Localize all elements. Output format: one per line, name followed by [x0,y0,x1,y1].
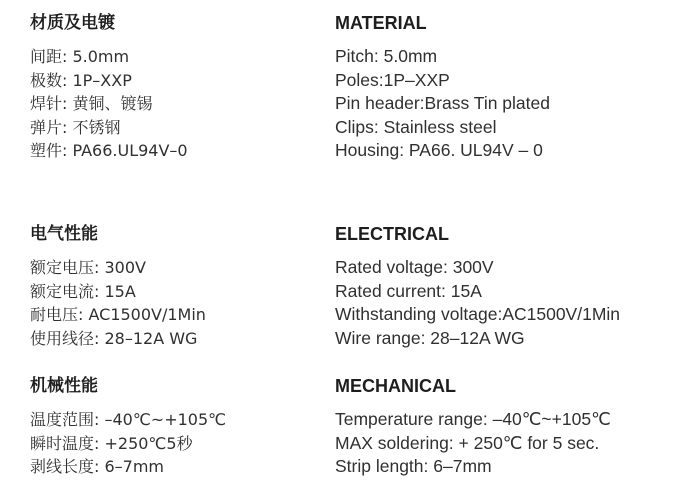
clips-spec-en: Clips: Stainless steel [335,116,497,137]
temperature-range-spec-cn: 温度范围: –40℃~+105℃ [30,410,227,429]
strip-length-spec-cn: 剥线长度: 6–7mm [30,457,165,476]
wire-range-spec-en: Wire range: 28–12A WG [335,327,525,348]
housing-spec-en: Housing: PA66. UL94V – 0 [335,140,543,160]
max-soldering-spec-cn: 瞬时温度: +250℃5秒 [30,433,193,453]
mechanical-title-en: MECHANICAL [335,376,456,396]
rated-current-spec-en: Rated current: 15A [335,280,482,301]
material-section-cn [30,12,370,163]
mechanical-title-cn: 机械性能 [30,376,98,396]
strip-length-spec-en: Strip length: 6–7mm [335,456,492,476]
material-title-cn: 材质及电镀 [30,13,115,33]
withstanding-voltage-spec-cn: 耐电压: AC1500V/1Min [30,305,206,324]
material-title-en: MATERIAL [335,13,427,33]
rated-voltage-spec-cn: 额定电压: 300V [30,258,146,277]
electrical-title-cn: 电气性能 [30,224,98,244]
electrical-section-en [335,223,675,350]
clips-spec-cn: 弹片: 不锈钢 [30,117,121,137]
electrical-title-en: ELECTRICAL [335,224,449,244]
pin-header-spec-en: Pin header:Brass Tin plated [335,93,550,113]
withstanding-voltage-spec-en: Withstanding voltage:AC1500V/1Min [335,304,621,324]
rated-voltage-spec-en: Rated voltage: 300V [335,257,494,277]
pin-header-spec-cn: 焊针: 黄铜、镀锡 [30,94,153,113]
poles-spec-cn: 极数: 1P–XXP [30,70,132,90]
material-section-en [335,12,675,163]
temperature-range-spec-en: Temperature range: –40℃~+105℃ [335,409,611,429]
poles-spec-en: Poles:1P–XXP [335,69,450,90]
pitch-spec-en: Pitch: 5.0mm [335,46,438,66]
rated-current-spec-cn: 额定电流: 15A [30,281,136,301]
pitch-spec-cn: 间距: 5.0mm [30,47,130,66]
max-soldering-spec-en: MAX soldering: + 250℃ for 5 sec. [335,432,600,453]
mechanical-section-en [335,375,675,479]
mechanical-section-cn [30,375,370,479]
housing-spec-cn: 塑件: PA66.UL94V–0 [30,141,188,160]
wire-range-spec-cn: 使用线径: 28–12A WG [30,328,198,348]
electrical-section-cn [30,223,370,350]
